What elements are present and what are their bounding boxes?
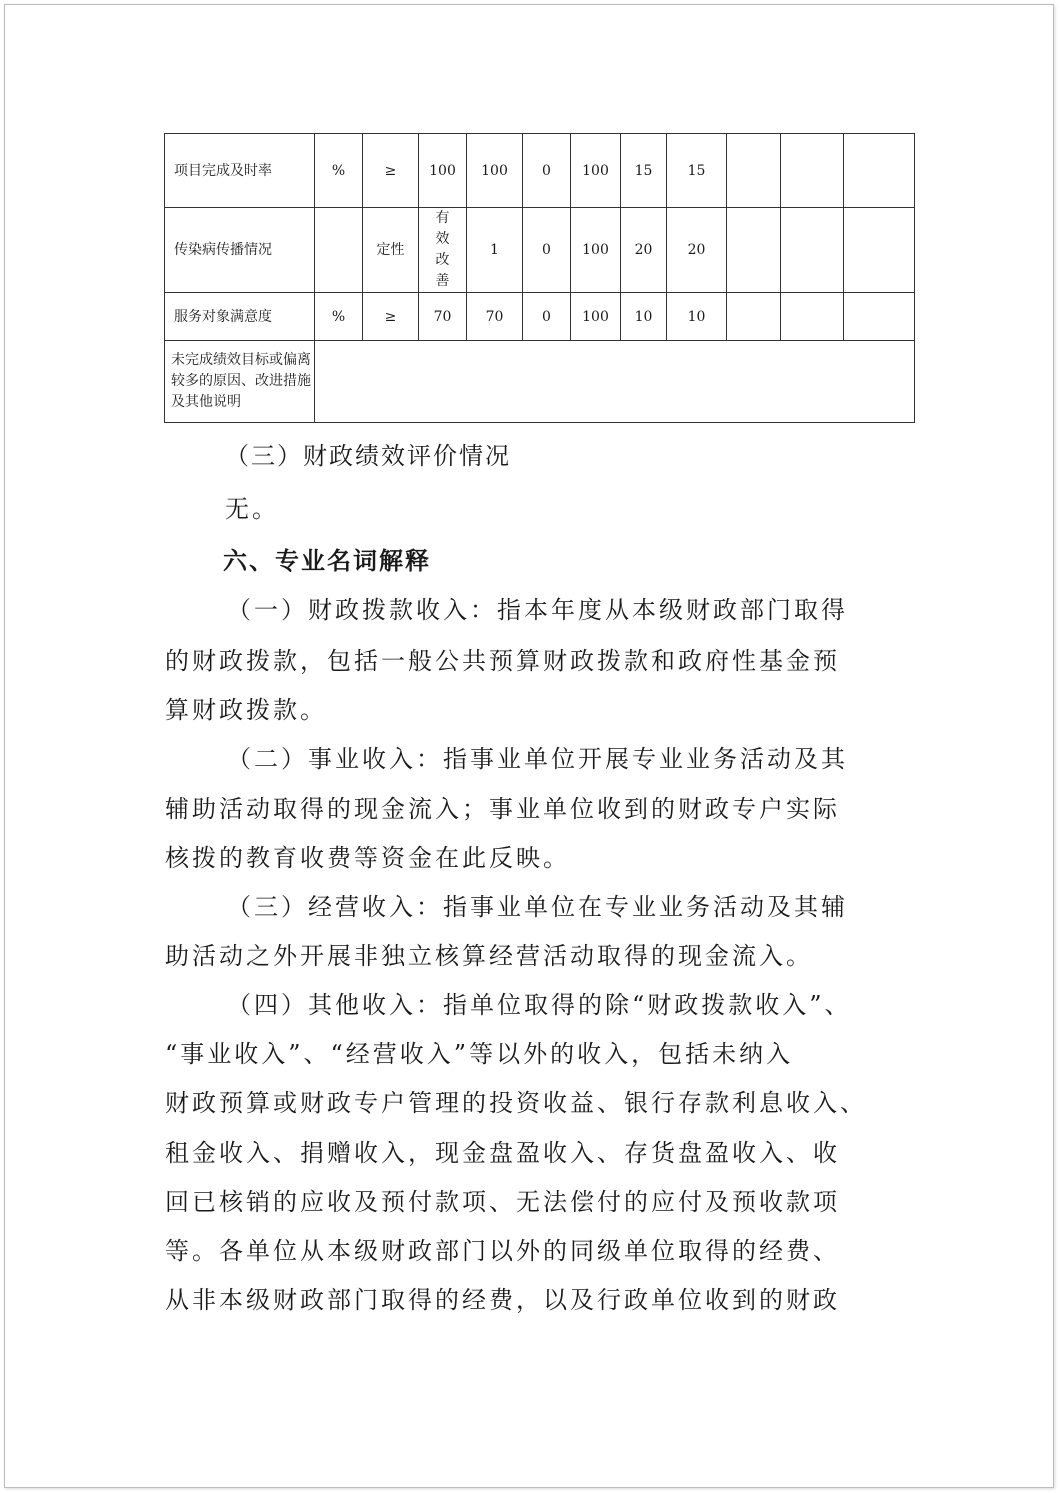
empty-cell [844,134,915,208]
paragraph-line: （四）其他收入：指单位取得的除“财政拨款收入”、 [227,991,852,1019]
target-cell: 70 [419,293,467,341]
empty-cell [781,293,844,341]
operator-cell: 定性 [363,208,419,293]
weight-cell: 15 [621,134,667,208]
actual-cell: 100 [467,134,523,208]
score-rate-cell: 100 [571,293,621,341]
target-text: 有效改善 [435,210,450,289]
note-content [315,341,915,423]
paragraph-line: “事业收入”、“经营收入”等以外的收入，包括未纳入 [165,1040,794,1068]
unit-cell: % [315,134,363,208]
indicator-name: 项目完成及时率 [165,134,315,208]
section-heading: 六、专业名词解释 [223,547,431,575]
empty-cell [844,293,915,341]
actual-cell: 1 [467,208,523,293]
paragraph-line: 等。各单位从本级财政部门以外的同级单位取得的经费、 [165,1237,840,1265]
operator-cell: ≥ [363,134,419,208]
empty-cell [844,208,915,293]
weight-cell: 20 [621,208,667,293]
section-heading: （三）财政绩效评价情况 [225,442,511,470]
paragraph-line: 财政预算或财政专户管理的投资收益、银行存款利息收入、 [165,1089,867,1117]
operator-cell: ≥ [363,293,419,341]
score-cell: 15 [667,134,727,208]
weight-cell: 10 [621,293,667,341]
table-row [165,341,915,423]
paragraph-line: 辅助活动取得的现金流入；事业单位收到的财政专户实际 [165,795,840,823]
deviation-cell: 0 [523,134,571,208]
empty-cell [727,134,781,208]
paragraph-line: （二）事业收入：指事业单位开展专业业务活动及其 [227,745,848,773]
empty-cell [727,208,781,293]
score-rate-cell: 100 [571,134,621,208]
empty-cell [781,208,844,293]
paragraph-line: （一）财政拨款收入：指本年度从本级财政部门取得 [227,596,848,624]
empty-cell [727,293,781,341]
deviation-cell: 0 [523,208,571,293]
actual-cell: 70 [467,293,523,341]
target-cell [419,208,467,293]
paragraph-line: （三）经营收入：指事业单位在专业业务活动及其辅 [227,893,848,921]
paragraph-line: 助活动之外开展非独立核算经营活动取得的现金流入。 [165,942,813,970]
note-label: 未完成绩效目标或偏离较多的原因、改进措施及其他说明 [165,341,315,423]
score-rate-cell: 100 [571,208,621,293]
deviation-cell: 0 [523,293,571,341]
paragraph-line: 核拨的教育收费等资金在此反映。 [165,844,570,872]
target-cell: 100 [419,134,467,208]
score-cell: 10 [667,293,727,341]
paragraph-line: 从非本级财政部门取得的经费，以及行政单位收到的财政 [165,1286,840,1314]
indicator-name: 传染病传播情况 [165,208,315,293]
table-row [165,208,915,293]
unit-cell: % [315,293,363,341]
table-row [165,134,915,208]
unit-cell [315,208,363,293]
score-cell: 20 [667,208,727,293]
performance-table [164,133,915,423]
paragraph-line: 的财政拨款，包括一般公共预算财政拨款和政府性基金预 [165,647,840,675]
empty-cell [781,134,844,208]
paragraph-line: 算财政拨款。 [165,696,327,724]
paragraph-line: 租金收入、捐赠收入，现金盘盈收入、存货盘盈收入、收 [165,1139,840,1167]
section-body: 无。 [225,495,279,523]
indicator-name: 服务对象满意度 [165,293,315,341]
paragraph-line: 回已核销的应收及预付款项、无法偿付的应付及预收款项 [165,1188,840,1216]
table-row [165,293,915,341]
